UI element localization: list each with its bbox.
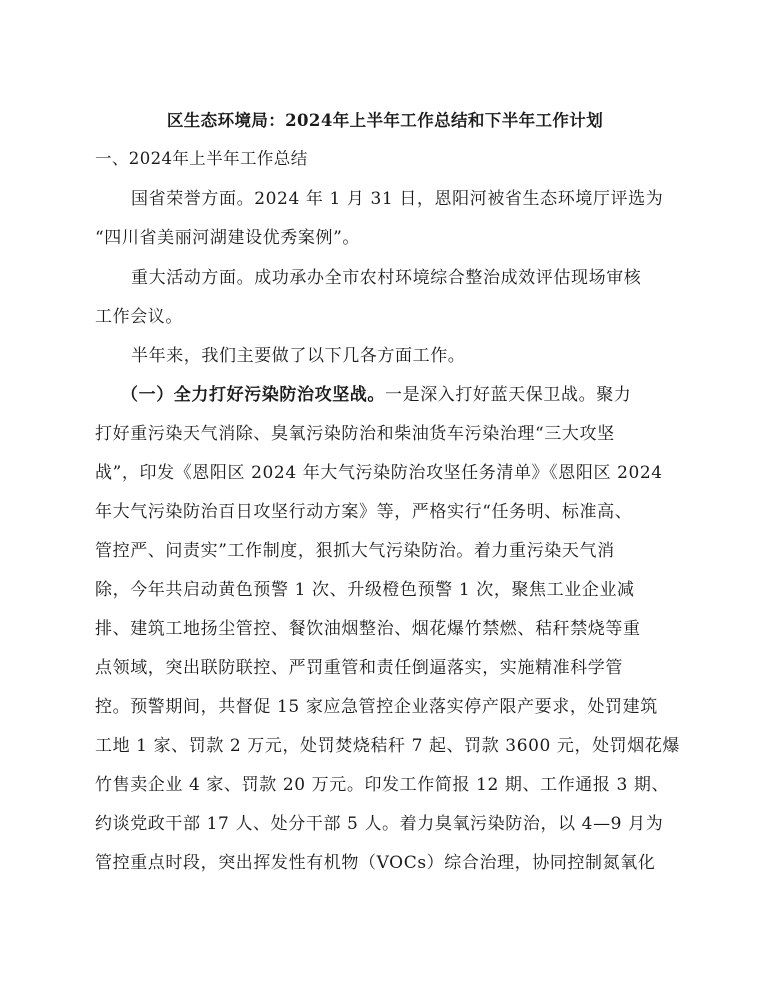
- paragraph-line: 工地 1 家、罚款 2 万元，处罚焚烧秸秆 7 起、罚款 3600 元，处罚烟花爆: [95, 736, 681, 756]
- paragraph-first-line: [121, 383, 631, 407]
- paragraph-line: 半年来，我们主要做了以下几各方面工作。: [131, 346, 466, 366]
- paragraph-line: 管控重点时段，突出挥发性有机物（VOCs）综合治理，协同控制氮氧化: [95, 853, 656, 873]
- paragraph-lead-text: 一是深入打好蓝天保卫战。聚力: [385, 385, 632, 405]
- paragraph-lead-heading: （一）全力打好污染防治攻坚战。: [121, 385, 385, 405]
- paragraph-line: 打好重污染天气消除、臭氧污染防治和柴油货车污染治理“三大攻坚: [95, 424, 615, 444]
- paragraph-line: 重大活动方面。成功承办全市农村环境综合整治成效评估现场审核: [131, 268, 642, 288]
- paragraph-line: “四川省美丽河湖建设优秀案例”。: [95, 228, 360, 248]
- paragraph-line: 年大气污染防治百日攻坚行动方案》等，严格实行“任务明、标准高、: [95, 502, 633, 522]
- paragraph-line: 管控严、问责实”工作制度，狠抓大气污染防治。着力重污染天气消: [95, 541, 615, 561]
- paragraph-line: 工作会议。: [95, 307, 183, 327]
- section-heading: 一、2024年上半年工作总结: [95, 149, 308, 168]
- paragraph-line: 控。预警期间，共督促 15 家应急管控企业落实停产限产要求，处罚建筑: [95, 697, 658, 717]
- paragraph-line: 点领域，突出联防联控、严罚重管和责任倒逼落实，实施精准科学管: [95, 658, 623, 678]
- paragraph-line: 国省荣誉方面。2024 年 1 月 31 日，恩阳河被省生态环境厅评选为: [131, 189, 664, 209]
- paragraph-line: 约谈党政干部 17 人、处分干部 5 人。着力臭氧污染防治，以 4—9 月为: [95, 814, 664, 834]
- paragraph-line: 战”，印发《恩阳区 2024 年大气污染防治攻坚任务清单》《恩阳区 2024: [95, 463, 663, 483]
- paragraph-line: 排、建筑工地扬尘管控、餐饮油烟整治、烟花爆竹禁燃、秸秆禁烧等重: [95, 619, 641, 639]
- document-title: 区生态环境局：2024年上半年工作总结和下半年工作计划: [166, 111, 604, 130]
- paragraph-line: 除，今年共启动黄色预警 1 次、升级橙色预警 1 次，聚焦工业企业减: [95, 580, 635, 600]
- paragraph-line: 竹售卖企业 4 家、罚款 20 万元。印发工作简报 12 期、工作通报 3 期、: [95, 775, 670, 795]
